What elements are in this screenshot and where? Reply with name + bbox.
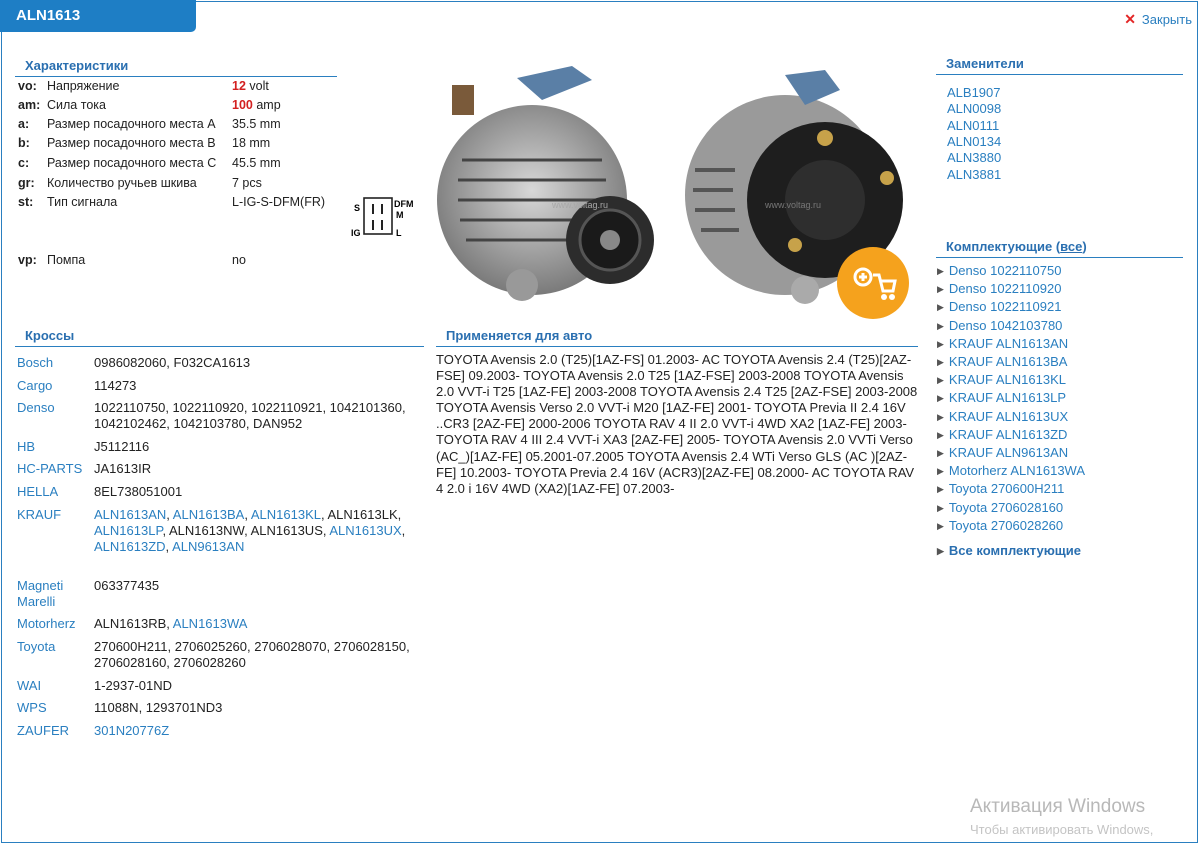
characteristic-value-unit: volt: [249, 79, 269, 93]
add-to-cart-icon: [837, 247, 909, 319]
cross-part-text: 063377435: [94, 578, 160, 593]
x-icon: ✕: [1124, 11, 1136, 27]
triangle-right-icon: ▶: [937, 448, 944, 458]
windows-activation-title: Активация Windows: [970, 796, 1146, 817]
component-label: Denso 1022110750: [948, 263, 1062, 278]
characteristic-name: Помпа: [47, 253, 86, 267]
substitute-link[interactable]: ALN3880: [947, 150, 1002, 166]
triangle-right-icon: ▶: [937, 375, 944, 386]
triangle-right-icon: ▶: [937, 302, 944, 313]
cross-part-link[interactable]: ALN1613ZD: [94, 539, 166, 554]
components-all-link[interactable]: все: [1060, 239, 1083, 254]
characteristics-title: Характеристики: [15, 58, 337, 77]
cross-part-text: JA1613IR: [94, 461, 152, 476]
cross-part-text: 0986082060, F032CA1613: [94, 355, 251, 370]
cross-brand[interactable]: Cargo: [17, 378, 53, 393]
characteristic-value: 35.5 mm: [232, 117, 281, 131]
cross-part-text: ,: [166, 507, 173, 522]
characteristic-value: [232, 98, 281, 112]
component-label: KRAUF ALN1613BA: [948, 354, 1068, 369]
component-label: Denso 1042103780: [948, 317, 1063, 333]
connector-label-ig: IG: [351, 228, 361, 238]
characteristic-name: Тип сигнала: [47, 195, 118, 209]
cross-part-link[interactable]: ALN9613AN: [172, 539, 245, 554]
alternator-front-image[interactable]: [422, 60, 662, 322]
add-to-cart-button[interactable]: [837, 247, 909, 319]
component-link[interactable]: [937, 481, 1064, 497]
cross-values: [94, 439, 424, 455]
component-link[interactable]: [937, 500, 1063, 516]
cross-brand[interactable]: Denso: [17, 400, 55, 415]
connector-label-l: L: [396, 228, 402, 238]
cross-values: [94, 400, 424, 432]
application-title: Применяется для авто: [436, 328, 918, 347]
cross-part-text: 270600H211, 2706025260, 2706028070, 2706028150, 2706028160, 2706028260: [94, 639, 410, 670]
component-link[interactable]: [937, 518, 1063, 534]
triangle-right-icon: ▶: [937, 393, 944, 404]
component-link[interactable]: [937, 354, 1067, 370]
substitute-link[interactable]: ALN0134: [947, 133, 1002, 149]
cross-values: [94, 678, 424, 694]
cross-values: [94, 700, 424, 716]
cross-part-text: ,: [401, 523, 406, 538]
component-link[interactable]: [937, 427, 1067, 443]
cross-brand[interactable]: WAI: [17, 678, 42, 693]
connector-label-dfm: DFM: [394, 199, 414, 209]
component-link[interactable]: [937, 336, 1068, 352]
characteristic-code: am:: [18, 98, 41, 112]
characteristic-code: c:: [18, 156, 30, 170]
triangle-right-icon: ▶: [937, 338, 944, 349]
cross-part-text: 11088N, 1293701ND3: [94, 700, 223, 715]
triangle-right-icon: ▶: [937, 484, 944, 495]
characteristic-code: vp:: [18, 253, 37, 267]
cross-part-link[interactable]: ALN1613KL: [250, 507, 321, 522]
cross-part-link[interactable]: ALN1613UX: [329, 523, 402, 538]
triangle-right-icon: ▶: [937, 320, 944, 331]
component-link[interactable]: [937, 463, 1085, 479]
triangle-right-icon: ▶: [937, 284, 944, 295]
characteristic-name: Размер посадочного места B: [47, 136, 216, 150]
cross-part-text: 114273: [94, 378, 137, 393]
component-label: KRAUF ALN1613UX: [948, 408, 1069, 424]
cross-values: [94, 639, 424, 671]
cross-values: [94, 723, 424, 739]
component-link[interactable]: [937, 445, 1068, 461]
characteristic-code: a:: [18, 117, 30, 131]
triangle-right-icon: ▶: [937, 502, 944, 513]
cross-brand[interactable]: HC-PARTS: [17, 461, 83, 476]
cross-part-text: ,: [165, 539, 173, 554]
characteristic-value: 45.5 mm: [232, 156, 281, 170]
cross-part-text: ALN1613RB,: [94, 616, 173, 631]
cross-brand[interactable]: HELLA: [17, 484, 59, 499]
watermark: www.voltag.ru: [552, 200, 609, 210]
characteristic-name: Сила тока: [47, 98, 106, 112]
triangle-right-icon: ▶: [937, 357, 944, 367]
close-button[interactable]: [1124, 11, 1192, 28]
component-label: Denso 1022110921: [948, 299, 1062, 315]
characteristic-value-unit: amp: [256, 98, 281, 112]
characteristic-code: st:: [18, 195, 34, 209]
product-code: ALN1613: [16, 7, 81, 24]
cross-values: [94, 578, 424, 594]
cross-values: [94, 616, 424, 632]
cross-part-text: ,: [244, 507, 251, 522]
component-label: KRAUF ALN1613ZD: [948, 426, 1068, 442]
characteristic-value: no: [232, 253, 246, 267]
triangle-right-icon: ▶: [937, 266, 944, 276]
component-link[interactable]: [937, 299, 1061, 315]
cross-values: [94, 378, 424, 394]
cross-part-link[interactable]: ALN1613WA: [172, 616, 248, 631]
components-title: Комплектующие (все): [936, 239, 1183, 258]
characteristic-code: b:: [18, 136, 30, 150]
connector-label-m: M: [396, 210, 404, 220]
characteristic-value: 7 pcs: [232, 176, 262, 190]
triangle-right-icon: ▶: [937, 546, 944, 556]
cross-part-link[interactable]: ALN1613AN: [94, 507, 167, 522]
characteristic-code: gr:: [18, 176, 35, 190]
component-label: Toyota 2706028160: [948, 499, 1064, 515]
triangle-right-icon: ▶: [937, 411, 944, 422]
component-label: KRAUF ALN1613AN: [948, 335, 1069, 351]
characteristic-name: Напряжение: [47, 79, 120, 93]
cross-brand[interactable]: ZAUFER: [17, 723, 69, 738]
cross-brand[interactable]: WPS: [17, 700, 47, 715]
cross-part-link[interactable]: 301N20776Z: [94, 723, 170, 738]
component-link[interactable]: [937, 318, 1062, 334]
triangle-right-icon: ▶: [937, 429, 944, 440]
substitute-link[interactable]: ALN3881: [947, 166, 1002, 182]
close-label: Закрыть: [1141, 12, 1192, 27]
component-link[interactable]: [937, 263, 1061, 279]
connector-label-s: S: [354, 203, 361, 213]
characteristic-name: Количество ручьев шкива: [47, 176, 197, 190]
substitute-link[interactable]: ALB1907: [947, 85, 1001, 100]
cross-values: [94, 355, 424, 371]
characteristic-value-number: 12: [232, 79, 246, 93]
triangle-right-icon: ▶: [937, 466, 944, 477]
component-label: Toyota 2706028260: [948, 517, 1064, 533]
cross-part-text: 1-2937-01ND: [94, 678, 173, 693]
component-label: KRAUF ALN9613AN: [948, 445, 1069, 460]
triangle-right-icon: ▶: [937, 520, 944, 531]
cross-brand[interactable]: Magneti Marelli: [17, 578, 64, 609]
cross-brand[interactable]: KRAUF: [17, 507, 62, 522]
cross-brand[interactable]: Motorherz: [17, 616, 76, 631]
all-components-label: Все комплектующие: [948, 543, 1081, 558]
substitutes-title: Заменители: [936, 56, 1183, 75]
characteristic-value-number: 100: [232, 98, 253, 112]
product-title-tab: [0, 0, 196, 32]
substitute-link[interactable]: ALN0111: [947, 117, 1000, 133]
cross-part-text: J5112116: [94, 439, 150, 454]
characteristic-value: 18 mm: [232, 136, 271, 150]
cross-brand[interactable]: HB: [17, 439, 36, 454]
characteristic-value: L-IG-S-DFM(FR): [232, 195, 326, 209]
cross-values: [94, 484, 424, 500]
all-components-link[interactable]: [937, 543, 1081, 558]
characteristic-value: [232, 79, 269, 93]
components-title-label: Комплектующие: [946, 239, 1053, 254]
connector-diagram: [351, 194, 421, 238]
cross-part-link[interactable]: ALN1613LP: [94, 523, 163, 538]
component-label: Denso 1022110920: [948, 281, 1062, 297]
windows-activation-subtitle: Чтобы активировать Windows,: [970, 822, 1154, 837]
component-label: Toyota 270600H211: [948, 481, 1065, 497]
component-link[interactable]: [937, 390, 1066, 406]
cross-part-text: , ALN1613LK,: [321, 507, 402, 522]
watermark-rear: www.voltag.ru: [765, 200, 822, 210]
cross-values: [94, 461, 424, 477]
application-text: TOYOTA Avensis 2.0 (T25)[1AZ-FS] 01.2003- AC TOYOTA Avensis 2.4 (T25)[2AZ-FSE] 09.2003- TOYOTA Avensis 2.0 T25 [1AZ-FSE] 2003-2008 TOYOTA Avensis 2.0 VVT-i T25 [1AZ-FE] 2003-2008 TOYOTA Avensis 2.4 T25 [2AZ-FSE] 2003-2008 TOYOTA Avensis Verso 2.0 VVT-i M20 [1AZ-FE] 2001- TOYOTA Previa II 2.4 16V ..CR3 [2AZ-FE] 2000-2006 TOYOTA RAV 4 II 2.0 VVT-i 4WD XA2 [1AZ-FE] 2003- TOYOTA RAV 4 III 2.4 VVT-i XA3 [2AZ-FE] 2005- TOYOTA Avensis 2.0 VVTi Verso (AC_)[1AZ-FE] 05.2001-07.2005 TOYOTA Avensis 2.4 WTi Verso GLS (AC )[2AZ-FE] 10.2003- TOYOTA Previa 2.4 16V (ACR3)[2AZ-FE] 08.2000- AC TOYOTA RAV 4 2.0 i 16V 4WD (XA2)[1AZ-FE] 07.2003-: [436, 352, 918, 496]
cross-values: [94, 507, 424, 555]
characteristic-name: Размер посадочного места C: [47, 156, 217, 170]
crosses-title: Кроссы: [15, 328, 424, 347]
component-link[interactable]: [937, 281, 1061, 297]
cross-part-text: 8EL738051001: [94, 484, 183, 499]
component-label: Motorherz ALN1613WA: [948, 463, 1086, 479]
cross-part-text: 1022110750, 1022110920, 1022110921, 1042101360, 1042102462, 1042103780, DAN952: [94, 400, 406, 431]
characteristic-name: Размер посадочного места A: [47, 117, 216, 131]
cross-part-text: , ALN1613NW, ALN1613US,: [162, 523, 330, 538]
component-link[interactable]: [937, 409, 1068, 425]
cross-brand[interactable]: Toyota: [17, 639, 56, 654]
cross-brand[interactable]: Bosch: [17, 355, 54, 370]
substitute-link[interactable]: ALN0098: [947, 101, 1002, 117]
component-link[interactable]: [937, 372, 1066, 388]
component-label: KRAUF ALN1613KL: [948, 372, 1066, 388]
component-label: KRAUF ALN1613LP: [948, 390, 1066, 406]
cross-part-link[interactable]: ALN1613BA: [172, 507, 245, 522]
characteristic-code: vo:: [18, 79, 37, 93]
